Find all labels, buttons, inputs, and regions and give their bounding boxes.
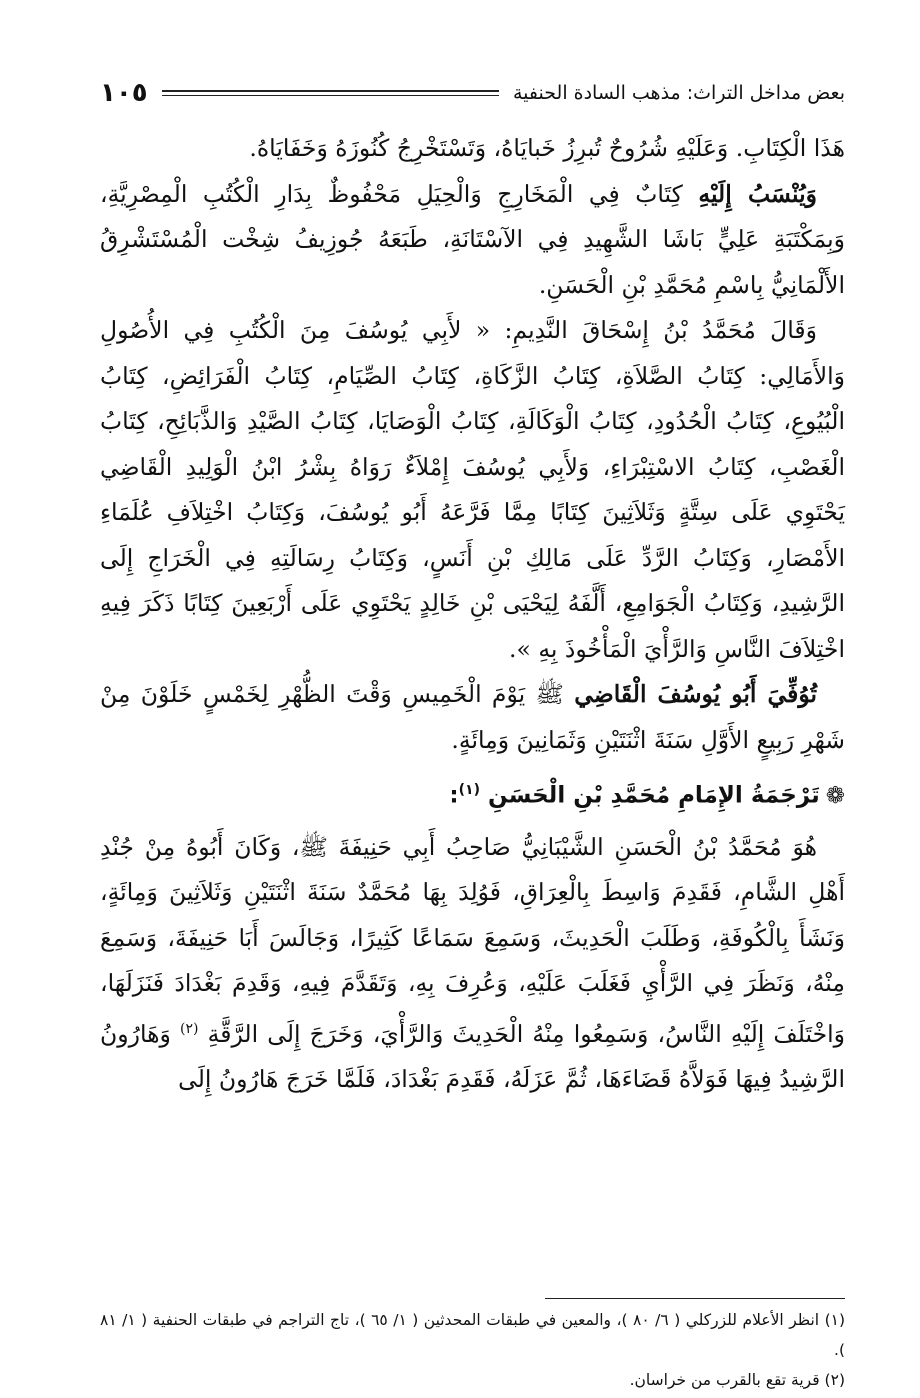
running-title: بعض مداخل التراث: مذهب السادة الحنفية [513,82,845,104]
paragraph-5-text-b: وَهَارُونُ الرَّشِيدُ فِيهَا فَوَلاَّهُ قَضَاءَهَا، ثُمَّ عَزَلَهُ، فَقَدِمَ بَغْدَادَ، فَلَمَّا خَرَجَ هَارُونُ إِلَى [100,1019,845,1093]
footnote-1: (١) انظر الأعلام للزركلي ( ٦/ ٨٠ )، والمعين في طبقات المحدثين ( ١/ ٦٥ )، تاج التراجم في طبقات الحنفية ( ١/ ٨١ ). [100,1311,846,1359]
book-page [100,60,846,1389]
page-body [100,126,845,1102]
page-header [100,78,845,108]
paragraph-1: هَذَا الْكِتَابِ. وَعَلَيْهِ شُرُوحٌ تُبرِزُ خَبايَاهُ، وَتَسْتَخْرِجُ كُنُوزَهُ وَخَفَايَاهُ. [249,134,845,162]
section-heading [100,767,845,819]
footnote-rule [545,1298,845,1299]
footnote-ref-2[interactable]: (٢) [180,1020,199,1037]
paragraph-4-text: ﷺ يَوْمَ الْخَمِيسِ وَقْتَ الظُّهْرِ لِخَمْسٍ خَلَوْنَ مِنْ شَهْرِ رَبِيعٍ الأَوَّلِ سَنَةَ اثْنَتَيْنِ وَثَمَانِينَ وَمِائَةٍ. [100,680,845,754]
paragraph-5 [100,825,845,1103]
footnote-2: (٢) قرية تقع بالقرب من خراسان. [629,1371,845,1389]
paragraph-2-text: كِتَابٌ فِي الْمَخَارِجِ وَالْحِيَلِ مَحْفُوظٌ بِدَارِ الْكُتُبِ الْمِصْرِيَّةِ، وَبِمَكْتَبَةِ عَلِيٍّ بَاشَا الشَّهِيدِ فِي الآسْتَانَةِ، طَبَعَهُ جُوزِيفُ شِخْت الْمُسْتَشْرِقُ الأَلْمَانِيُّ بِاسْمِ مُحَمَّدِ بْنِ الْحَسَنِ. [100,179,845,299]
paragraph-2 [100,172,845,309]
heading-colon: : [449,782,459,809]
flower-ornament-icon: ❁ [825,782,845,809]
footnote-ref-1[interactable]: (١) [458,782,480,798]
paragraph-5-text-a: هُوَ مُحَمَّدُ بْنُ الْحَسَنِ الشَّيْبَانِيُّ صَاحِبُ أَبِي حَنِيفَةَ ﷺ، وَكَانَ أَبُوهُ مِنْ جُنْدِ أَهْلِ الشَّامِ، فَقَدِمَ وَاسِطَ بِالْعِرَاقِ، فَوُلِدَ بِهَا مُحَمَّدٌ سَنَةَ اثْنَتَيْنِ وَثَلاَثِينَ وَمِائَةٍ، وَنَشَأَ بِالْكُوفَةِ، وَطَلَبَ الْحَدِيثَ، وَسَمِعَ سَمَاعًا كَثِيرًا، وَجَالَسَ أَبَا حَنِيفَةَ، وَسَمِعَ مِنْهُ، وَنَظَرَ فِي الرَّأْيِ فَغَلَبَ عَلَيْهِ، وَعُرِفَ بِهِ، وَتَقَدَّمَ فِيهِ، وَقَدِمَ بَغْدَادَ فَنَزَلَهَا، وَاخْتَلَفَ إِلَيْهِ النَّاسُ، وَسَمِعُوا مِنْهُ الْحَدِيثَ وَالرَّأْيَ، وَخَرَجَ إِلَى الرَّقَّةِ [100,832,845,1048]
paragraph-3: وَقَالَ مُحَمَّدُ بْنُ إِسْحَاقَ النَّدِيمِ: « لأَبِي يُوسُفَ مِنَ الْكُتُبِ فِي الأُصُولِ وَالأَمَالِي: كِتَابُ الصَّلاَةِ، كِتَابُ الزَّكَاةِ، كِتَابُ الصِّيَامِ، كِتَابُ الْفَرَائِضِ، كِتَابُ الْبُيُوعِ، كِتَابُ الْحُدُودِ، كِتَابُ الْوَكَالَةِ، كِتَابُ الْوَصَايَا، كِتَابُ الصَّيْدِ وَالذَّبَائِحِ، كِتَابُ الْغَصْبِ، كِتَابُ الاسْتِبْرَاءِ، وَلأَبِي يُوسُفَ إِمْلاَءٌ رَوَاهُ بِشْرُ ابْنُ الْوَلِيدِ الْقَاضِي يَحْتَوِي عَلَى سِتَّةٍ وَثَلاَثِينَ كِتَابًا مِمَّا فَرَّعَهُ أَبُو يُوسُفَ، وَكِتَابُ اخْتِلاَفِ عُلَمَاءِ الأَمْصَارِ، وَكِتَابُ الرَّدِّ عَلَى مَالِكِ بْنِ أَنَسٍ، وَكِتَابُ رِسَالَتِهِ فِي الْخَرَاجِ إِلَى الرَّشِيدِ، وَكِتَابُ الْجَوَامِعِ، أَلَّفَهُ لِيَحْيَى بْنِ خَالِدٍ يَحْتَوِي عَلَى أَرْبَعِينَ كِتَابًا ذَكَرَ فِيهِ اخْتِلاَفَ النَّاسِ وَالرَّأْيَ الْمَأْخُوذَ بِهِ ». [100,316,845,663]
footnotes [100,1305,845,1395]
paragraph-4 [100,672,845,763]
section-heading-text: تَرْجَمَةُ الإِمَامِ مُحَمَّدِ بْنِ الْحَسَنِ [488,782,820,809]
paragraph-4-lead: تُوُفِّيَ أَبُو يُوسُفَ الْقَاضِي [574,680,817,708]
header-rule [162,90,499,96]
paragraph-2-lead: وَيُنْسَبُ إِلَيْهِ [698,179,817,208]
page-number: ١٠٥ [100,78,148,108]
